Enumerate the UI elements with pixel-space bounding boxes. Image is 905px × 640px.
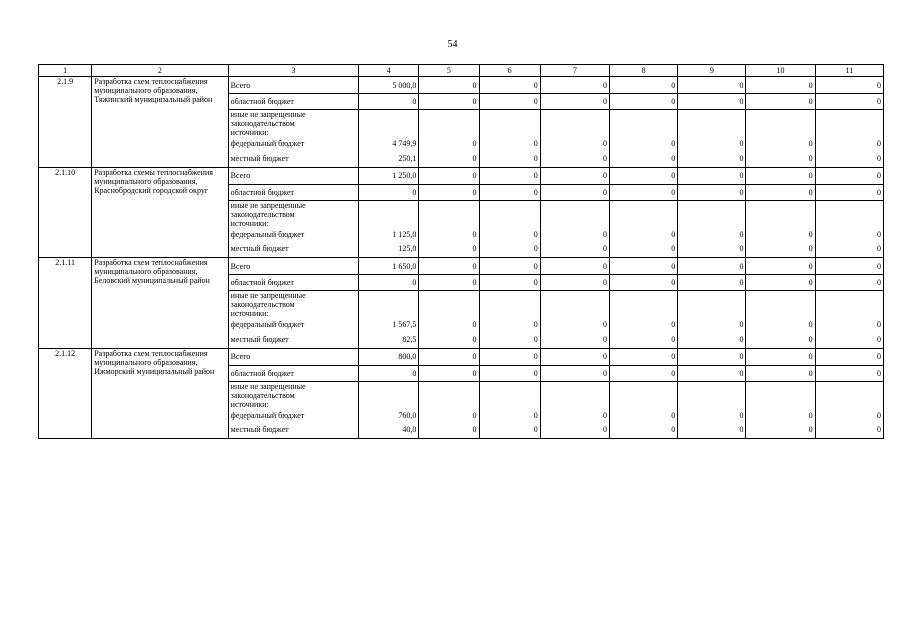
value-cell: 0 (877, 229, 881, 239)
value-cell-wrap (359, 110, 419, 151)
value-wrap (680, 110, 743, 150)
value-wrap (612, 291, 675, 331)
value-cell: 0 (671, 410, 676, 420)
value-cell-wrap (540, 200, 609, 241)
value-cell: 0 (602, 229, 607, 239)
value-cell: 0 (815, 275, 883, 291)
table-row (39, 348, 884, 365)
value-cell: 0 (359, 275, 419, 291)
value-wrap (543, 110, 607, 150)
value-cell: 0 (746, 331, 815, 348)
value-cell: 0 (671, 139, 676, 148)
value-cell: 0 (479, 184, 540, 200)
value-cell: 0 (609, 184, 677, 200)
item-code: 2.1.11 (39, 258, 92, 349)
value-cell: 0 (540, 348, 609, 365)
value-cell-wrap (678, 291, 746, 332)
value-cell: 0 (815, 422, 883, 439)
value-cell: 0 (479, 365, 540, 381)
value-cell-wrap (746, 381, 815, 422)
value-cell: 125,0 (359, 241, 419, 258)
value-cell: 800,0 (359, 348, 419, 365)
source-label: областной бюджет (228, 184, 358, 200)
source-label: местный бюджет (228, 241, 358, 258)
value-cell: 0 (877, 139, 881, 148)
value-wrap (361, 382, 416, 422)
value-cell: 0 (678, 150, 746, 167)
value-cell: 0 (808, 320, 813, 329)
value-wrap (818, 291, 881, 331)
source-label: Всего (228, 167, 358, 184)
value-cell: 0 (533, 139, 538, 148)
column-header: 9 (678, 65, 746, 77)
value-cell: 0 (877, 320, 881, 329)
value-cell: 0 (746, 184, 815, 200)
value-wrap (361, 201, 416, 241)
value-cell: 0 (602, 410, 607, 420)
value-cell: 0 (359, 184, 419, 200)
value-cell: 0 (540, 77, 609, 94)
value-cell: 0 (359, 365, 419, 381)
value-cell: 0 (815, 150, 883, 167)
column-header: 3 (228, 65, 358, 77)
value-cell: 0 (877, 410, 881, 420)
source-label: федеральный бюджет (230, 139, 305, 148)
value-cell-wrap (419, 291, 479, 332)
value-cell: 0 (609, 150, 677, 167)
source-label-wrap (231, 382, 356, 422)
value-cell: 5 000,0 (359, 77, 419, 94)
value-cell: 0 (609, 77, 677, 94)
column-header: 2 (92, 65, 228, 77)
value-cell: 0 (609, 331, 677, 348)
column-header: 5 (419, 65, 479, 77)
value-cell: 0 (678, 275, 746, 291)
column-header: 10 (746, 65, 815, 77)
value-wrap (748, 382, 812, 422)
value-cell: 4 749,9 (392, 139, 417, 148)
value-cell: 0 (479, 331, 540, 348)
value-cell: 0 (472, 229, 477, 239)
value-cell: 0 (609, 365, 677, 381)
value-cell-wrap (540, 291, 609, 332)
value-cell: 0 (479, 258, 540, 275)
value-cell: 0 (540, 331, 609, 348)
other-sources-label: иные не запрещенные законодательством источники: (230, 381, 306, 409)
value-wrap (748, 110, 812, 150)
value-cell: 0 (678, 184, 746, 200)
value-cell: 0 (359, 94, 419, 110)
value-cell: 0 (419, 348, 479, 365)
value-cell-wrap (479, 200, 540, 241)
value-cell-wrap (419, 381, 479, 422)
value-cell: 0 (678, 167, 746, 184)
value-cell: 0 (671, 229, 676, 239)
value-cell-wrap (609, 381, 677, 422)
other-sources-label: иные не запрещенные законодательством источники: (230, 291, 306, 318)
value-cell: 0 (739, 229, 744, 239)
source-label: областной бюджет (228, 94, 358, 110)
item-name: Разработка схем теплоснабжения муниципального образования, Ижморский муниципальный район (92, 348, 228, 439)
source-label: областной бюджет (228, 365, 358, 381)
value-cell-wrap (359, 200, 419, 241)
value-wrap (612, 201, 675, 241)
value-cell: 0 (540, 241, 609, 258)
value-cell: 0 (678, 348, 746, 365)
other-sources-label: иные не запрещенные законодательством источники: (230, 110, 306, 137)
item-name: Разработка схем теплоснабжения муниципального образования, Тяжинский муниципальный район (92, 77, 228, 168)
value-wrap (421, 110, 476, 150)
source-label: федеральный бюджет (230, 410, 305, 420)
value-cell: 0 (540, 258, 609, 275)
value-cell: 0 (540, 275, 609, 291)
table-row (39, 258, 884, 275)
item-name: Разработка схем теплоснабжения муниципального образования, Беловский муниципальный район (92, 258, 228, 349)
value-cell: 0 (678, 77, 746, 94)
value-cell: 82,5 (359, 331, 419, 348)
source-label: местный бюджет (228, 150, 358, 167)
value-cell: 0 (419, 422, 479, 439)
value-wrap (482, 110, 538, 150)
column-header: 11 (815, 65, 883, 77)
value-cell-wrap (815, 291, 883, 332)
value-cell: 0 (419, 275, 479, 291)
value-cell: 1 650,0 (359, 258, 419, 275)
value-wrap (818, 382, 881, 422)
value-cell: 0 (746, 275, 815, 291)
value-cell: 0 (419, 365, 479, 381)
value-cell: 0 (678, 258, 746, 275)
value-wrap (361, 110, 416, 150)
source-label: областной бюджет (228, 275, 358, 291)
value-cell: 0 (472, 320, 477, 329)
source-label: федеральный бюджет (230, 229, 305, 239)
value-cell-wrap (479, 110, 540, 151)
value-cell: 0 (479, 150, 540, 167)
source-label-cell (228, 110, 358, 151)
value-cell-wrap (419, 200, 479, 241)
value-cell: 0 (419, 150, 479, 167)
value-wrap (818, 201, 881, 241)
value-cell: 250,1 (359, 150, 419, 167)
source-label: Всего (228, 258, 358, 275)
item-code: 2.1.10 (39, 167, 92, 258)
source-label-cell (228, 381, 358, 422)
value-wrap (482, 201, 538, 241)
value-wrap (421, 291, 476, 331)
value-cell-wrap (815, 200, 883, 241)
source-label: местный бюджет (228, 422, 358, 439)
column-header: 4 (359, 65, 419, 77)
source-label: местный бюджет (228, 331, 358, 348)
item-code: 2.1.12 (39, 348, 92, 439)
value-cell: 0 (540, 94, 609, 110)
value-wrap (543, 201, 607, 241)
value-wrap (482, 291, 538, 331)
page-number: 54 (447, 39, 458, 50)
value-cell: 0 (419, 94, 479, 110)
value-cell: 0 (678, 331, 746, 348)
value-cell: 0 (746, 94, 815, 110)
value-cell: 1 125,0 (392, 229, 417, 239)
value-cell: 0 (609, 422, 677, 439)
value-cell: 0 (678, 94, 746, 110)
value-cell: 0 (678, 365, 746, 381)
value-wrap (748, 201, 812, 241)
value-cell: 0 (815, 331, 883, 348)
value-wrap (421, 201, 476, 241)
value-cell-wrap (540, 381, 609, 422)
value-cell: 0 (609, 275, 677, 291)
value-cell: 0 (472, 139, 477, 148)
value-cell-wrap (678, 381, 746, 422)
value-cell: 0 (533, 320, 538, 329)
value-cell: 0 (815, 167, 883, 184)
value-cell-wrap (746, 200, 815, 241)
value-wrap (543, 382, 607, 422)
source-label-wrap (231, 201, 356, 241)
value-cell: 0 (540, 184, 609, 200)
source-label-cell (228, 291, 358, 332)
column-header: 6 (479, 65, 540, 77)
value-wrap (680, 382, 743, 422)
value-cell: 0 (609, 167, 677, 184)
value-wrap (680, 291, 743, 331)
value-wrap (421, 382, 476, 422)
value-cell: 1 250,0 (359, 167, 419, 184)
value-cell: 0 (479, 77, 540, 94)
value-cell: 0 (479, 94, 540, 110)
value-cell: 0 (419, 241, 479, 258)
source-label-wrap (231, 110, 356, 150)
header-row (39, 65, 884, 77)
value-cell: 0 (815, 94, 883, 110)
value-cell: 0 (472, 410, 477, 420)
value-cell: 0 (540, 365, 609, 381)
value-cell: 0 (540, 422, 609, 439)
other-sources-label: иные не запрещенные законодательством источники: (230, 200, 306, 228)
value-cell: 0 (815, 184, 883, 200)
value-cell: 0 (808, 410, 813, 420)
value-cell: 0 (609, 348, 677, 365)
value-cell: 0 (746, 365, 815, 381)
value-cell: 0 (479, 275, 540, 291)
value-cell-wrap (479, 291, 540, 332)
value-cell-wrap (609, 110, 677, 151)
value-cell: 0 (815, 241, 883, 258)
item-code: 2.1.9 (39, 77, 92, 168)
value-wrap (748, 291, 812, 331)
value-cell: 0 (671, 320, 676, 329)
value-cell: 0 (419, 167, 479, 184)
value-cell: 0 (419, 184, 479, 200)
value-cell: 0 (540, 150, 609, 167)
value-cell-wrap (359, 381, 419, 422)
value-cell: 0 (739, 410, 744, 420)
value-cell: 0 (609, 241, 677, 258)
value-cell: 0 (746, 258, 815, 275)
table-row (39, 167, 884, 184)
budget-table (38, 64, 884, 439)
value-cell-wrap (359, 291, 419, 332)
value-cell: 760,0 (398, 410, 417, 420)
value-cell: 0 (479, 167, 540, 184)
value-cell-wrap (609, 291, 677, 332)
source-label-cell (228, 200, 358, 241)
value-cell: 0 (815, 77, 883, 94)
item-name: Разработка схемы теплоснабжения муниципального образования, Краснобродский городской округ (92, 167, 228, 258)
value-cell: 0 (808, 229, 813, 239)
value-wrap (543, 291, 607, 331)
value-cell: 0 (808, 139, 813, 148)
value-cell: 0 (746, 77, 815, 94)
value-cell: 0 (419, 331, 479, 348)
source-label: Всего (228, 77, 358, 94)
source-label: Всего (228, 348, 358, 365)
value-cell: 0 (746, 241, 815, 258)
column-header: 7 (540, 65, 609, 77)
value-cell: 0 (815, 258, 883, 275)
value-cell: 0 (678, 241, 746, 258)
value-cell: 0 (479, 422, 540, 439)
value-cell: 0 (678, 422, 746, 439)
value-cell-wrap (678, 200, 746, 241)
value-cell: 0 (533, 229, 538, 239)
value-cell: 0 (815, 365, 883, 381)
value-cell: 0 (746, 150, 815, 167)
value-cell: 0 (533, 410, 538, 420)
value-cell-wrap (479, 381, 540, 422)
column-header: 8 (609, 65, 677, 77)
value-cell: 0 (739, 139, 744, 148)
value-cell: 0 (815, 348, 883, 365)
value-cell: 0 (479, 348, 540, 365)
value-cell-wrap (815, 110, 883, 151)
value-cell: 0 (479, 241, 540, 258)
source-label-wrap (231, 291, 356, 331)
value-cell: 0 (419, 77, 479, 94)
value-cell-wrap (678, 110, 746, 151)
value-cell: 40,0 (359, 422, 419, 439)
value-cell-wrap (419, 110, 479, 151)
value-cell-wrap (540, 110, 609, 151)
source-label: федеральный бюджет (230, 320, 305, 329)
value-cell: 0 (540, 167, 609, 184)
value-cell: 0 (746, 422, 815, 439)
value-cell: 0 (609, 258, 677, 275)
value-cell-wrap (746, 110, 815, 151)
value-cell-wrap (609, 200, 677, 241)
value-cell: 1 567,5 (392, 320, 417, 329)
value-wrap (482, 382, 538, 422)
value-cell: 0 (746, 167, 815, 184)
value-wrap (612, 382, 675, 422)
table-row (39, 77, 884, 94)
value-wrap (361, 291, 416, 331)
value-cell: 0 (609, 94, 677, 110)
value-wrap (680, 201, 743, 241)
value-cell: 0 (746, 348, 815, 365)
value-cell: 0 (602, 139, 607, 148)
value-wrap (612, 110, 675, 150)
value-cell-wrap (746, 291, 815, 332)
value-cell: 0 (739, 320, 744, 329)
column-header: 1 (39, 65, 92, 77)
value-wrap (818, 110, 881, 150)
value-cell: 0 (419, 258, 479, 275)
value-cell: 0 (602, 320, 607, 329)
value-cell-wrap (815, 381, 883, 422)
